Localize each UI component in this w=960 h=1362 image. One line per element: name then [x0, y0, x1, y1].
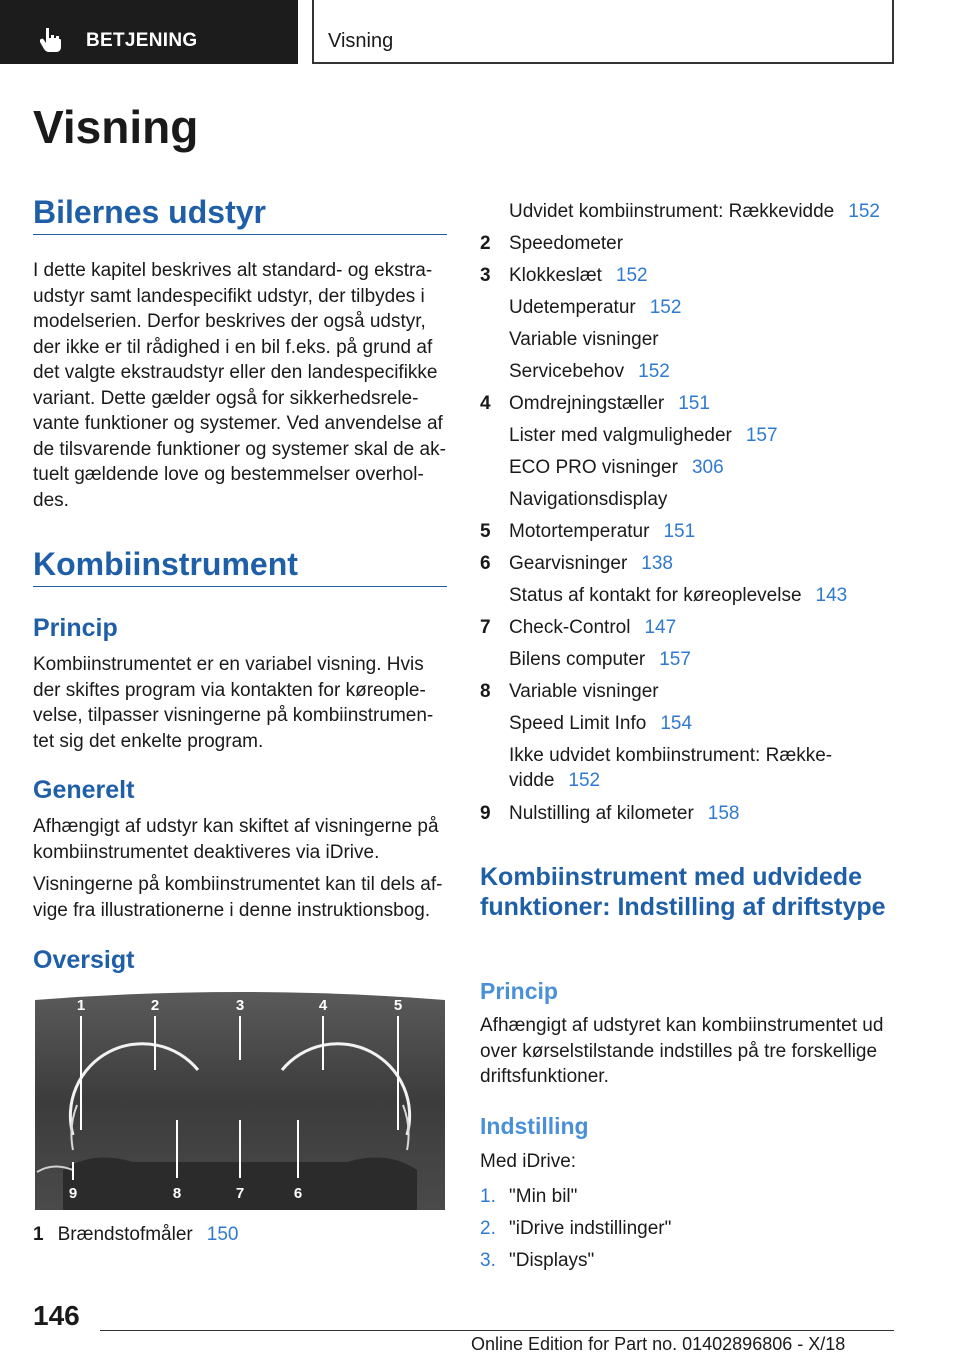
figure-label: 1 [76, 997, 86, 1014]
principle-text: Kombiinstrumentet er en variabel visning. Hvis der skiftes program via kontakten for køreople-velse, tilpasser visningerne på kombiinstrumen-tet sig det enkelte program. [33, 654, 434, 752]
chapter-label: Visning [328, 30, 394, 52]
legend-item [480, 647, 900, 679]
legend-item [480, 487, 900, 519]
item-text: Gearvisninger [509, 553, 628, 574]
item-text: ECO PRO visninger [509, 457, 678, 478]
step-text: "iDrive indstillinger" [509, 1218, 672, 1239]
page-ref-link[interactable]: 152 [615, 265, 648, 286]
item-text: Udetemperatur [509, 297, 636, 318]
page-ref-link[interactable]: 151 [663, 521, 696, 542]
step-text: "Displays" [509, 1250, 595, 1271]
setting-intro: Med iDrive: [480, 1151, 577, 1172]
item-text: Nulstilling af kilometer [509, 803, 694, 824]
legend-item [480, 295, 900, 327]
section-label: BETJENING [86, 30, 198, 51]
heading-principle: Princip [33, 614, 118, 642]
item-number: 1 [33, 1224, 44, 1245]
legend-item [480, 551, 900, 583]
step-number: 2. [480, 1218, 496, 1239]
item-text: Klokkeslæt [509, 265, 602, 286]
figure-label: 7 [235, 1185, 245, 1202]
item-number: 2 [480, 233, 491, 254]
item-text: Lister med valgmuligheder [509, 425, 732, 446]
legend-item [480, 391, 900, 423]
page-ref-link[interactable]: 157 [659, 649, 691, 670]
heading-general: Generelt [33, 776, 135, 804]
figure-label: 6 [293, 1185, 303, 1202]
figure-label: 9 [68, 1185, 78, 1202]
footer-edition: Online Edition for Part no. 01402896806 - X/18 [471, 1334, 846, 1354]
step-number: 1. [480, 1186, 496, 1207]
step-item[interactable] [480, 1184, 900, 1216]
page-ref-link[interactable]: 152 [848, 201, 880, 222]
step-number: 3. [480, 1250, 496, 1271]
legend-item [480, 801, 900, 833]
steps-list [480, 1184, 900, 1280]
page-ref-link[interactable]: 150 [206, 1224, 239, 1245]
item-text: Variable visninger [509, 329, 659, 350]
legend-item [480, 583, 900, 615]
legend-item [480, 423, 900, 455]
item-text: Speed Limit Info [509, 713, 647, 734]
hand-pointer-icon [40, 26, 64, 52]
page-ref-link[interactable]: 143 [815, 585, 848, 606]
page-ref-link[interactable]: 147 [644, 617, 677, 638]
step-item[interactable] [480, 1216, 900, 1248]
instrument-cluster-figure [33, 990, 447, 1212]
footer-rule [100, 1330, 894, 1331]
item-text: Omdrejningstæller [509, 393, 665, 414]
legend-item [480, 455, 900, 487]
item-text: Navigationsdisplay [509, 489, 668, 510]
legend-item [480, 199, 900, 231]
page-title: Visning [33, 101, 199, 153]
heading-rule [33, 586, 447, 587]
item-text: Variable visninger [509, 681, 659, 702]
legend-item [480, 327, 900, 359]
figure-label: 8 [172, 1185, 182, 1202]
figure-label: 4 [318, 997, 328, 1014]
heading-modes: Kombiinstrument med udvidede funktioner: Indstilling af driftstype [480, 863, 886, 921]
legend-item [480, 263, 900, 295]
heading-principle-2: Princip [480, 978, 558, 1004]
item-number: 5 [480, 521, 491, 542]
page-ref-link[interactable]: 152 [568, 770, 601, 791]
item-text: Check-Control [509, 617, 631, 638]
item-text: Status af kontakt for køreoplevelse [509, 585, 802, 606]
heading-overview: Oversigt [33, 946, 135, 974]
legend-list [480, 199, 900, 833]
chapter-header [312, 0, 894, 64]
page-ref-link[interactable]: 152 [649, 297, 682, 318]
item-text: Udvidet kombiinstrument: Rækkevidde [509, 201, 835, 222]
page-ref-link[interactable]: 157 [745, 425, 778, 446]
heading-setting: Indstilling [480, 1113, 589, 1139]
item-text: Servicebehov [509, 361, 625, 382]
general-text-2: Visningerne på kombiinstrumentet kan til dels af-vige fra illustrationerne i denne instruktionsbog. [33, 874, 443, 921]
item-number: 4 [480, 393, 491, 414]
equipment-text: I dette kapitel beskrives alt standard- og ekstra-udstyr samt landespecifikt udstyr, der tilbydes i modelserien. Derfor beskrives der også udstyr, der ikke er til rådighed i en bil f.eks. på grund af det valgte ekstraudstyr eller den landespecifikke variant. Dette gælder også for sikkerhedsrele-vante funktioner og systemer. Ved anvendelse af de tilsvarende funktioner og systemer skal de ak-tuelt gældende love og bestemmelser overhol-des. [33, 260, 446, 511]
item-number: 8 [480, 681, 491, 702]
page-ref-link[interactable]: 154 [660, 713, 693, 734]
list-item [33, 1224, 238, 1246]
step-item[interactable] [480, 1248, 900, 1280]
legend-item [480, 359, 900, 391]
legend-item [480, 679, 900, 711]
modes-text: Afhængigt af udstyret kan kombiinstrumentet ud over kørselstilstande indstilles på tre forskellige driftsfunktioner. [480, 1015, 884, 1087]
item-number: 7 [480, 617, 491, 638]
step-text: "Min bil" [509, 1186, 578, 1207]
legend-item [480, 615, 900, 647]
item-text: Ikke udvidet kombiinstrument: Række-vidde [509, 745, 833, 791]
item-number: 9 [480, 803, 491, 824]
item-number: 3 [480, 265, 491, 286]
legend-item [480, 231, 900, 263]
item-number: 6 [480, 553, 491, 574]
page-ref-link[interactable]: 152 [638, 361, 670, 382]
heading-equipment: Bilernes udstyr [33, 194, 266, 230]
section-tab[interactable] [0, 0, 298, 64]
heading-rule [33, 234, 447, 235]
legend-item [480, 519, 900, 551]
legend-item [480, 743, 900, 801]
heading-cluster: Kombiinstrument [33, 546, 298, 582]
figure-label: 5 [393, 997, 403, 1014]
figure-label: 3 [235, 997, 245, 1014]
item-text: Speedometer [509, 233, 624, 254]
general-text-1: Afhængigt af udstyr kan skiftet af visningerne på kombiinstrumentet deaktiveres via iDrive. [33, 816, 439, 863]
item-text: Motortemperatur [509, 521, 650, 542]
page-ref-link[interactable]: 138 [641, 553, 673, 574]
page-ref-link[interactable]: 151 [678, 393, 710, 414]
item-text: Bilens computer [509, 649, 646, 670]
page-ref-link[interactable]: 158 [707, 803, 740, 824]
legend-item [480, 711, 900, 743]
figure-label: 2 [150, 997, 160, 1014]
item-text: Brændstofmåler [57, 1224, 193, 1245]
page-number: 146 [33, 1300, 80, 1331]
page-ref-link[interactable]: 306 [691, 457, 724, 478]
